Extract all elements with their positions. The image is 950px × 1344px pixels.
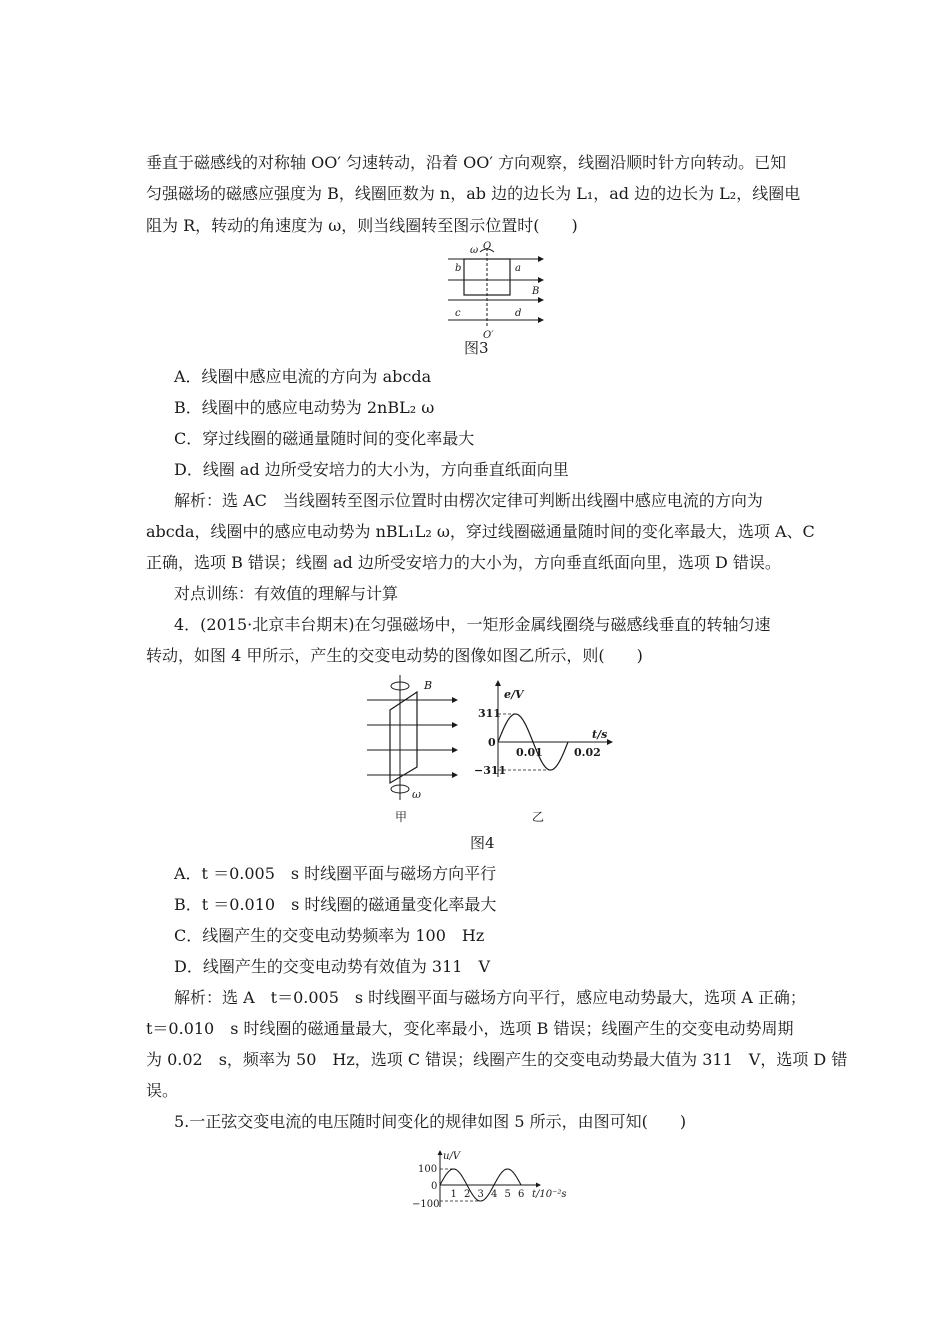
q3-option-a: A．线圈中感应电流的方向为 abcda [174,367,432,386]
q4-option-c: C．线圈产生的交变电动势频率为 100 Hz [174,926,485,945]
section-title: 对点训练：有效值的理解与计算 [174,584,399,603]
fig3-c-label: c [455,308,461,319]
fig3-field-label: B [532,286,540,297]
q4-stem-1: 4．(2015·北京丰台期末)在匀强磁场中，一矩形金属线圈绕与磁感线垂直的转轴匀速 [174,615,771,634]
fig5-x-tick-5: 5 [504,1189,511,1200]
q4-analysis-1: 解析：选 A t＝0.005 s 时线圈平面与磁场方向平行，感应电动势最大，选项 A 正确； [174,988,806,1007]
fig5-y-tick-pos: 100 [418,1164,438,1175]
q4-stem-2: 转动，如图 4 甲所示，产生的交变电动势的图像如图乙所示，则( ) [146,646,643,665]
intro-line-3: 阻为 R，转动的角速度为 ω，则当线圈转至图示位置时( ) [146,216,578,235]
intro-line-2: 匀强磁场的磁感应强度为 B，线圈匝数为 n，ab 边的边长为 L₁，ad 边的边长为 L₂，线圈电 [146,184,801,203]
fig4-field-label: B [424,679,433,692]
fig3-o-label: O [483,241,492,252]
fig4-x-tick-1: 0.01 [516,746,543,759]
fig4-yi-label: 乙 [532,810,545,824]
q3-analysis-1: 解析：选 AC 当线圈转至图示位置时由楞次定律可判断出线圈中感应电流的方向为 [174,491,763,510]
figure-4-jia-diagram [362,675,462,825]
fig5-x-tick-3: 3 [477,1189,484,1200]
fig5-x-tick-1: 1 [450,1189,457,1200]
figure-5-chart [398,1147,588,1217]
intro-line-1: 垂直于磁感线的对称轴 OO′ 匀速转动，沿着 OO′ 方向观察，线圈沿顺时针方向转动。已知 [146,153,787,172]
q3-analysis-3: 正确，选项 B 错误；线圈 ad 边所受安培力的大小为，方向垂直纸面向里，选项 D 错误。 [146,553,781,572]
q4-option-d: D．线圈产生的交变电动势有效值为 311 V [174,957,491,976]
fig4-y-axis-label: e/V [504,688,524,701]
fig4-y-tick-zero: 0 [488,736,496,749]
q4-analysis-2: t＝0.010 s 时线圈的磁通量最大，变化率最小，选项 B 错误；线圈产生的交变电动势周期 [146,1019,794,1038]
fig3-d-label: d [515,308,522,319]
fig3-omega-label: ω [470,245,479,256]
fig5-y-tick-neg: −100 [412,1199,440,1210]
figure-4-yi-chart [470,675,620,825]
fig5-x-tick-2: 2 [464,1189,471,1200]
fig3-b-label: b [455,263,462,274]
fig4-y-tick-neg: −311 [474,764,507,777]
fig5-x-axis-label: t/10⁻²s [532,1189,567,1200]
fig5-y-axis-label: u/V [443,1151,461,1162]
fig4-jia-label: 甲 [395,810,408,824]
figure-4-caption: 图4 [470,834,495,852]
q5-stem: 5.一正弦交变电流的电压随时间变化的规律如图 5 所示，由图可知( ) [174,1112,687,1131]
fig5-x-tick-4: 4 [491,1189,498,1200]
q3-option-c: C．穿过线圈的磁通量随时间的变化率最大 [174,429,475,448]
fig4-x-tick-2: 0.02 [574,746,601,759]
q3-option-b: B．线圈中的感应电动势为 2nBL₂ ω [174,398,435,417]
fig3-a-label: a [515,263,521,274]
q4-analysis-4: 误。 [146,1081,179,1100]
q4-option-b: B．t ＝0.010 s 时线圈的磁通量变化率最大 [174,895,497,914]
fig4-omega-label: ω [412,788,421,801]
q3-option-d: D．线圈 ad 边所受安培力的大小为，方向垂直纸面向里 [174,460,569,479]
figure-3-caption: 图3 [464,339,489,357]
figure-3-diagram [440,240,550,340]
fig4-x-axis-label: t/s [592,728,608,741]
fig3-o-prime-label: O′ [483,330,494,340]
fig5-y-tick-zero: 0 [431,1181,438,1192]
fig4-y-tick-pos: 311 [478,707,501,720]
q3-analysis-2: abcda，线圈中的感应电动势为 nBL₁L₂ ω，穿过线圈磁通量随时间的变化率最大，选项 A、C [146,522,815,541]
q4-option-a: A．t ＝0.005 s 时线圈平面与磁场方向平行 [174,864,497,883]
fig5-x-tick-6: 6 [518,1189,525,1200]
q4-analysis-3: 为 0.02 s，频率为 50 Hz，选项 C 错误；线圈产生的交变电动势最大值为 311 V，选项 D 错 [146,1050,848,1069]
